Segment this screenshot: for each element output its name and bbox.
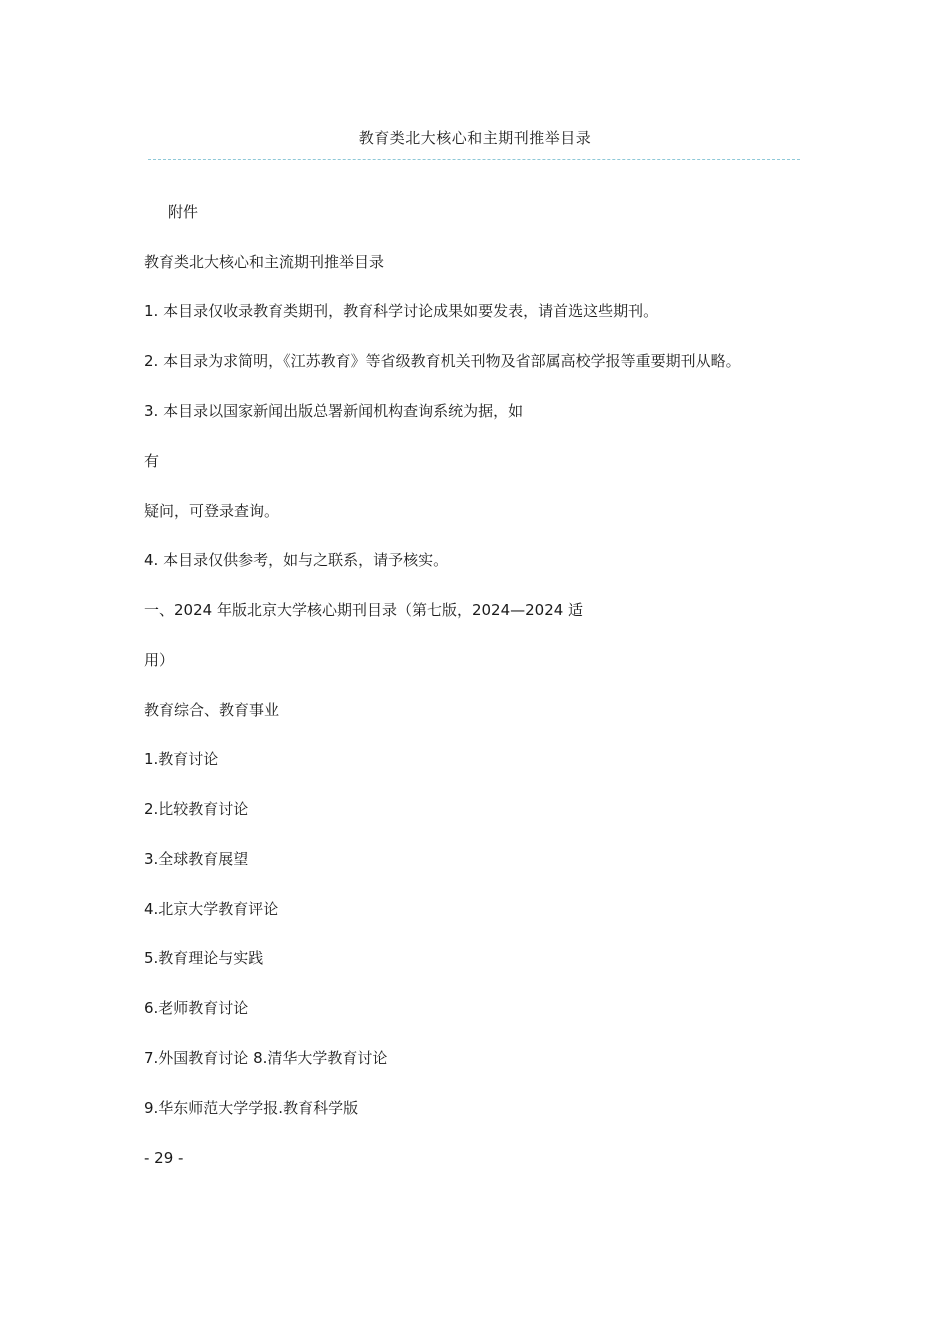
list-item: 5.教育理论与实践 (144, 949, 264, 967)
header-dashed-rule (148, 159, 800, 160)
page-number: - 29 - (144, 1149, 184, 1167)
section-heading: 一、2024 年版北京大学核心期刊目录（第七版，2024—2024 适 (144, 601, 584, 619)
section-heading-cont: 用） (144, 651, 175, 669)
header-title: 教育类北大核心和主期刊推举目录 (358, 129, 592, 147)
attachment-label: 附件 (168, 203, 199, 221)
category-heading: 教育综合、教育事业 (144, 701, 280, 719)
note-3: 3. 本目录以国家新闻出版总署新闻机构查询系统为据，如 (144, 402, 524, 420)
list-item: 1.教育讨论 (144, 750, 219, 768)
list-item: 3.全球教育展望 (144, 850, 249, 868)
list-item: 2.比较教育讨论 (144, 800, 249, 818)
note-4: 4. 本目录仅供参考，如与之联系，请予核实。 (144, 551, 449, 569)
list-item: 9.华东师范大学学报.教育科学版 (144, 1099, 359, 1117)
note-1: 1. 本目录仅收录教育类期刊，教育科学讨论成果如要发表，请首选这些期刊。 (144, 302, 659, 320)
list-item: 6.老师教育讨论 (144, 999, 249, 1017)
document-subtitle: 教育类北大核心和主流期刊推举目录 (144, 253, 385, 271)
note-3-cont-2: 疑问，可登录查询。 (144, 502, 280, 520)
list-item: 7.外国教育讨论 8.清华大学教育讨论 (144, 1049, 388, 1067)
note-2: 2. 本目录为求简明，《江苏教育》等省级教育机关刊物及省部属高校学报等重要期刊从略。 (144, 352, 741, 370)
list-item: 4.北京大学教育评论 (144, 900, 279, 918)
note-3-cont-1: 有 (144, 452, 160, 470)
